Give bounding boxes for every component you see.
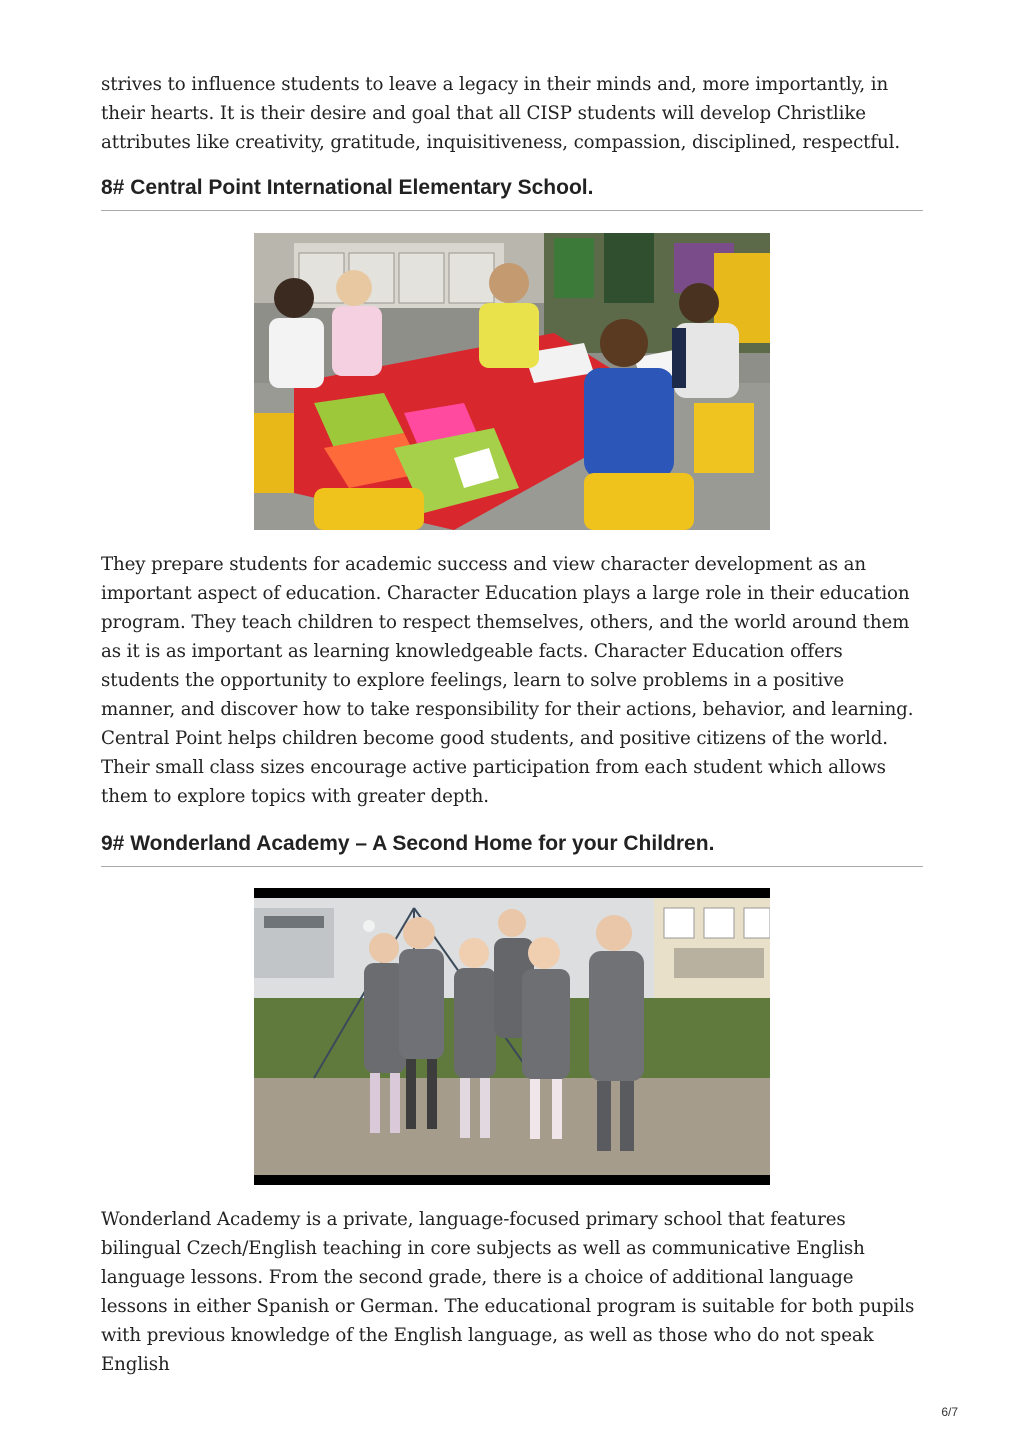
document-page [101, 70, 923, 1379]
page-number: 6/7 [941, 1405, 958, 1419]
classroom-photo-illustration [254, 233, 770, 530]
intro-paragraph: strives to influence students to leave a legacy in their minds and, more importantly, in their hearts. It is their desire and goal that all CISP students will develop Christlike attributes like creativity, gratitude, inquisitiveness, compassion, disciplined, respectful. [101, 74, 901, 153]
central-point-classroom-photo [254, 233, 770, 530]
section-heading-central-point: 8# Central Point International Elementary School. [101, 175, 923, 211]
playground-photo-illustration [254, 888, 770, 1185]
section-heading-wonderland: 9# Wonderland Academy – A Second Home for your Children. [101, 831, 923, 867]
wonderland-paragraph: Wonderland Academy is a private, language-focused primary school that features bilingual Czech/English teaching in core subjects as well as communicative English language lessons. From the second grade, there is a choice of additional language lessons in either Spanish or German. The educational program is suitable for both pupils with previous knowledge of the English language, as well as those who do not speak English [101, 1209, 915, 1375]
wonderland-academy-photo [254, 888, 770, 1185]
central-point-paragraph: They prepare students for academic success and view character development as an important aspect of education. Character Education plays a large role in their education program. They teach children to respect themselves, others, and the world around them as it is as important as learning knowledgeable facts. Character Education offers students the opportunity to explore feelings, learn to solve problems in a positive manner, and discover how to take responsibility for their actions, behavior, and learning. Central Point helps children become good students, and positive citizens of the world. Their small class sizes encourage active participation from each student which allows them to explore topics with greater depth. [101, 554, 914, 807]
